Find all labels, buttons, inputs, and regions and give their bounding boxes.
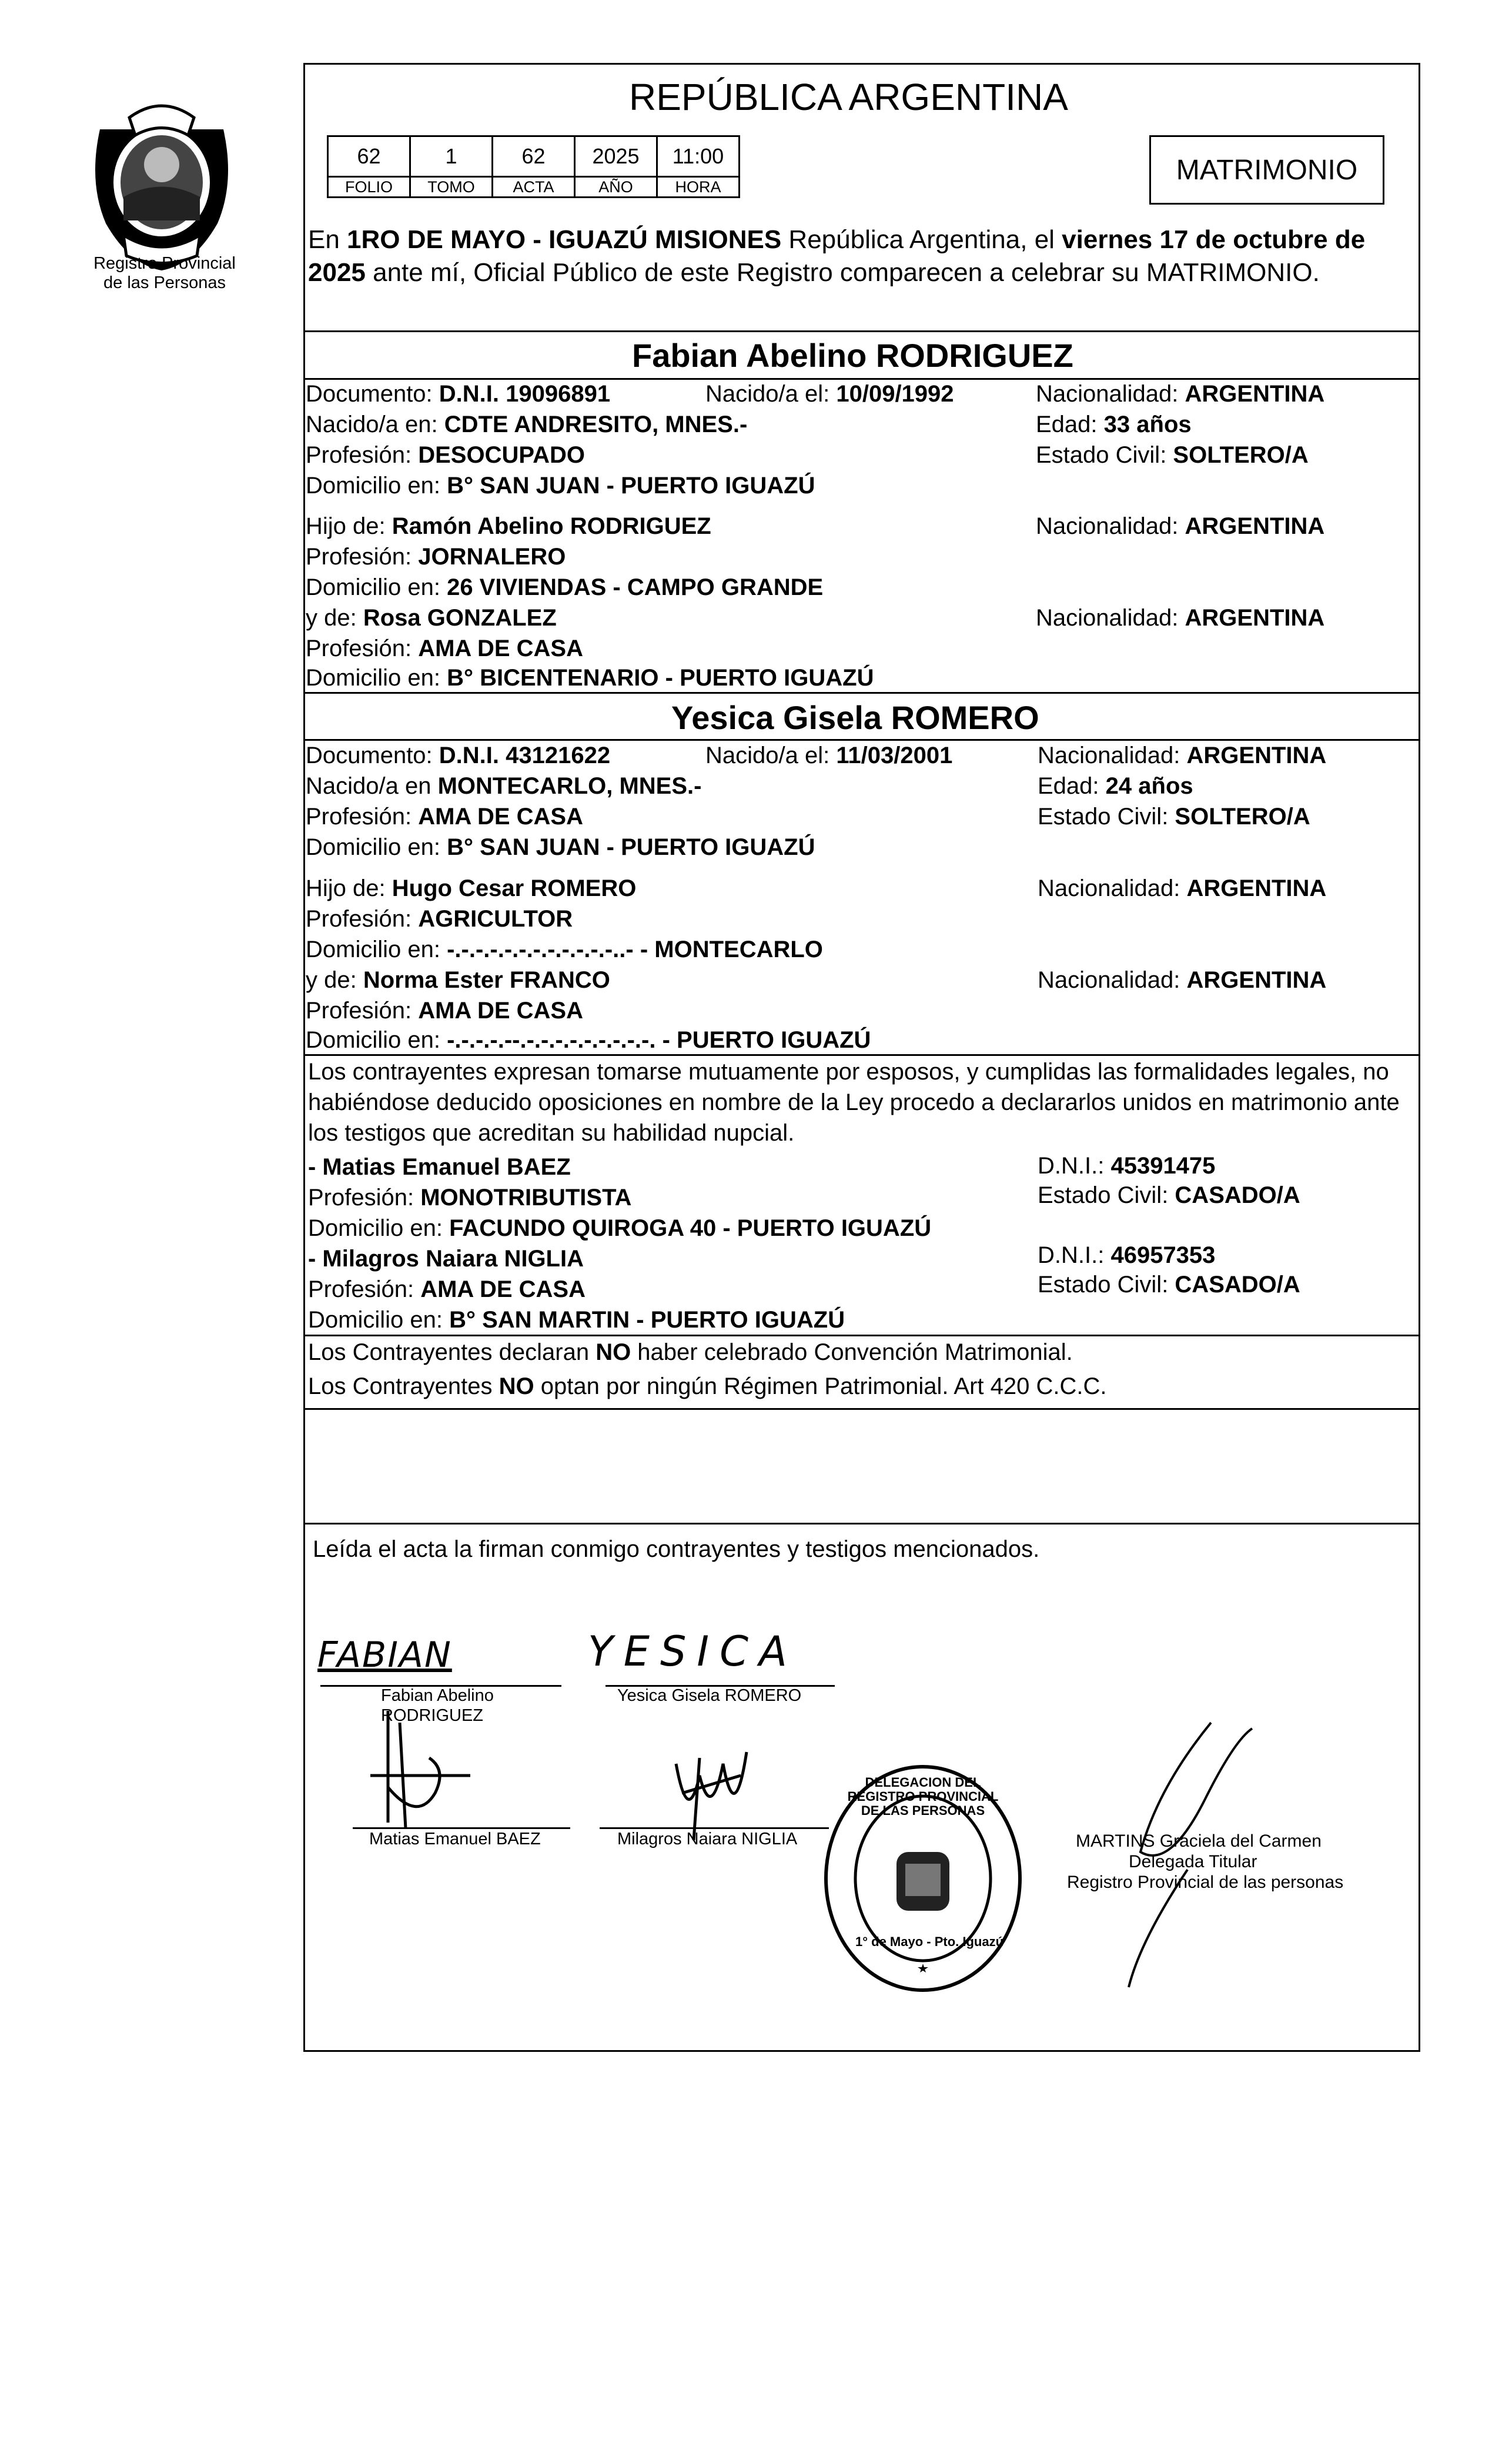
label: Profesión: <box>306 544 419 570</box>
spouse2-profession <box>306 802 583 832</box>
label: Hijo de: <box>306 513 392 539</box>
value: AMA DE CASA <box>418 998 583 1024</box>
stamp-ring-text-top: DELEGACION DEL REGISTRO PROVINCIAL DE LAS PERSONAS <box>847 1775 999 1818</box>
value: MONOTRIBUTISTA <box>420 1185 632 1211</box>
label: Domicilio en: <box>306 834 447 860</box>
text: optan por ningún Régimen Patrimonial. Art 420 C.C.C. <box>534 1373 1107 1399</box>
hora-value: 11:00 <box>657 136 740 177</box>
spouse2-father-nationality <box>1038 874 1326 904</box>
signature-name-3: Matias Emanuel BAEZ <box>369 1830 541 1848</box>
witness1-dni <box>1038 1151 1215 1181</box>
doc-type-label: MATRIMONIO <box>1176 154 1358 186</box>
anio-label: AÑO <box>575 177 657 198</box>
logo-caption-line1: Registro Provincial <box>93 254 236 273</box>
label: y de: <box>306 967 363 993</box>
label: Nacido/a el: <box>705 381 837 407</box>
convention-line1 <box>308 1338 1073 1368</box>
declaration-line2: habiéndose deducido oposiciones en nombre de la Ley procedo a declararlos unidos en matrimonio ante <box>308 1089 1400 1115</box>
official-title: Delegada Titular <box>1129 1852 1257 1871</box>
value: ARGENTINA <box>1186 967 1327 993</box>
label: Profesión: <box>306 998 419 1024</box>
label: Estado Civil: <box>1038 804 1175 830</box>
intro-place: 1RO DE MAYO - IGUAZÚ MISIONES <box>347 225 782 254</box>
witness1-civil-status <box>1038 1181 1300 1211</box>
official-name-text: MARTINS Graciela del Carmen <box>1076 1831 1322 1851</box>
label: Nacionalidad: <box>1038 875 1187 901</box>
witness2-civil-status <box>1038 1270 1300 1300</box>
text: Los Contrayentes <box>308 1373 499 1399</box>
folio-label: FOLIO <box>328 177 410 198</box>
value: AMA DE CASA <box>418 636 583 661</box>
label: Profesión: <box>306 442 419 468</box>
divider-blank <box>303 1408 1420 1410</box>
value: B° BICENTENARIO - PUERTO IGUAZÚ <box>447 665 874 691</box>
signature-name-2: Yesica Gisela ROMERO <box>617 1686 802 1705</box>
anio-value: 2025 <box>575 136 657 177</box>
declaration-line1: Los contrayentes expresan tomarse mutuamente por esposos, y cumplidas las formalidades legales, no <box>308 1059 1389 1085</box>
misiones-coat-of-arms-icon <box>82 94 241 270</box>
logo-caption-line2: de las Personas <box>103 273 226 292</box>
label: Edad: <box>1038 773 1106 799</box>
label: Domicilio en: <box>308 1215 450 1241</box>
spouse2-mother <box>306 965 610 995</box>
spouse2-birthplace <box>306 771 701 801</box>
label: Estado Civil: <box>1038 1182 1175 1208</box>
divider-header <box>303 330 1420 332</box>
convention-line2 <box>308 1372 1107 1402</box>
label: Nacionalidad: <box>1038 967 1187 993</box>
value: B° SAN MARTIN - PUERTO IGUAZÚ <box>449 1307 845 1333</box>
value: SOLTERO/A <box>1175 804 1310 830</box>
value: ARGENTINA <box>1186 743 1327 768</box>
intro-year: 2025 <box>308 258 366 287</box>
divider-closing <box>303 1523 1420 1524</box>
witness2-dni <box>1038 1241 1215 1271</box>
value: Norma Ester FRANCO <box>363 967 610 993</box>
spouse1-profession <box>306 440 585 470</box>
value: CASADO/A <box>1175 1272 1300 1298</box>
page-title: REPÚBLICA ARGENTINA <box>629 76 1068 118</box>
text-bold: NO <box>596 1339 631 1365</box>
spouse1-father-profession <box>306 542 566 572</box>
label: Documento: <box>306 381 439 407</box>
official-name <box>1076 1831 1322 1851</box>
value: AMA DE CASA <box>418 804 583 830</box>
label: Nacionalidad: <box>1038 743 1187 768</box>
doc-type-box <box>1149 135 1384 205</box>
value: SOLTERO/A <box>1173 442 1309 468</box>
spouse2-mother-profession <box>306 996 583 1026</box>
spouse2-father-address <box>306 935 823 965</box>
value: ARGENTINA <box>1185 605 1325 631</box>
signature-line-3 <box>353 1827 570 1829</box>
closing-text: Leída el acta la firman conmigo contrayentes y testigos mencionados. <box>313 1536 1040 1562</box>
label: Profesión: <box>308 1276 421 1302</box>
spouse2-father-profession <box>306 904 573 934</box>
value: JORNALERO <box>418 544 566 570</box>
value: Hugo Cesar ROMERO <box>392 875 637 901</box>
spouse1-address <box>306 471 815 501</box>
witness2-name: - Milagros Naiara NIGLIA <box>308 1246 584 1272</box>
value: Ramón Abelino RODRIGUEZ <box>392 513 711 539</box>
value: B° SAN JUAN - PUERTO IGUAZÚ <box>447 834 815 860</box>
value: 26 VIVIENDAS - CAMPO GRANDE <box>447 574 824 600</box>
intro-text: ante mí, Oficial Público de este Registro comparecen a celebrar su MATRIMONIO. <box>365 258 1320 287</box>
spouse1-age <box>1036 410 1192 440</box>
value: Rosa GONZALEZ <box>363 605 557 631</box>
value: -.-.-.-.-.-.-.-.-.-.-.-..- - MONTECARLO <box>447 937 823 962</box>
spouse1-name: Fabian Abelino RODRIGUEZ <box>632 337 1073 374</box>
spouse2-documento <box>306 741 610 771</box>
label: Nacionalidad: <box>1036 605 1185 631</box>
registry-table <box>327 135 740 198</box>
value: 45391475 <box>1110 1153 1216 1179</box>
value: ARGENTINA <box>1185 513 1325 539</box>
folio-value: 62 <box>328 136 410 177</box>
value: 33 años <box>1103 412 1192 437</box>
value: B° SAN JUAN - PUERTO IGUAZÚ <box>447 473 815 499</box>
signature-line-4 <box>600 1827 829 1829</box>
spouse2-name: Yesica Gisela ROMERO <box>671 699 1039 736</box>
witness1-name: - Matias Emanuel BAEZ <box>308 1154 571 1180</box>
intro-line1 <box>308 223 1365 256</box>
spouse1-birthplace <box>306 410 747 440</box>
label: D.N.I.: <box>1038 1153 1111 1179</box>
witness2-profession <box>308 1275 586 1305</box>
value: D.N.I. 19096891 <box>439 381 611 407</box>
witness1-profession <box>308 1183 631 1213</box>
tomo-value: 1 <box>410 136 493 177</box>
signature-fabian: FABIAN <box>317 1634 452 1676</box>
stamp-ring-text-bottom: 1° de Mayo - Pto. Iguazú <box>855 1934 1004 1949</box>
spouse2-father <box>306 874 636 904</box>
value: 24 años <box>1105 773 1193 799</box>
label: Nacido/a en: <box>306 412 444 437</box>
spouse2-address <box>306 833 815 862</box>
label: y de: <box>306 605 363 631</box>
spouse1-father <box>306 511 711 541</box>
spouse1-civil-status <box>1036 440 1309 470</box>
label: Nacido/a el: <box>705 743 837 768</box>
logo-caption <box>76 254 253 293</box>
label: Profesión: <box>306 804 419 830</box>
value: ARGENTINA <box>1186 875 1327 901</box>
spouse1-birthdate <box>705 379 954 409</box>
intro-line2 <box>308 256 1320 289</box>
spouse1-nationality <box>1036 379 1324 409</box>
label: Nacionalidad: <box>1036 513 1185 539</box>
value: 11/03/2001 <box>836 743 953 768</box>
signature-yesica: YESICA <box>588 1627 798 1676</box>
witness1-address <box>308 1213 931 1243</box>
spouse1-documento <box>306 379 610 409</box>
text: haber celebrado Convención Matrimonial. <box>631 1339 1073 1365</box>
value: CASADO/A <box>1175 1182 1300 1208</box>
declaration-line3: los testigos que acreditan su habilidad nupcial. <box>308 1120 795 1146</box>
spouse1-mother <box>306 603 557 633</box>
signature-name-1b: RODRIGUEZ <box>381 1706 483 1725</box>
text-bold: NO <box>499 1373 534 1399</box>
official-office: Registro Provincial de las personas <box>1067 1873 1344 1892</box>
spouse2-nationality <box>1038 741 1326 771</box>
acta-label: ACTA <box>493 177 575 198</box>
label: Domicilio en: <box>306 1027 447 1053</box>
label: Domicilio en: <box>308 1307 450 1333</box>
text: Los Contrayentes declaran <box>308 1339 596 1365</box>
left-border-extension <box>303 63 305 1062</box>
value: 10/09/1992 <box>836 381 954 407</box>
label: Edad: <box>1036 412 1104 437</box>
signature-name-1a: Fabian Abelino <box>381 1686 494 1705</box>
tomo-label: TOMO <box>410 177 493 198</box>
value: D.N.I. 43121622 <box>439 743 611 768</box>
label: Profesión: <box>308 1185 421 1211</box>
label: Documento: <box>306 743 439 768</box>
acta-value: 62 <box>493 136 575 177</box>
spouse2-mother-address <box>306 1025 871 1055</box>
label: Hijo de: <box>306 875 392 901</box>
value: DESOCUPADO <box>418 442 585 468</box>
label: Domicilio en: <box>306 574 447 600</box>
witness2-address <box>308 1305 845 1335</box>
label: Domicilio en: <box>306 665 447 691</box>
intro-date: viernes 17 de octubre de <box>1062 225 1366 254</box>
province-logo <box>82 94 241 270</box>
spouse1-mother-profession <box>306 634 583 664</box>
label: Domicilio en: <box>306 937 447 962</box>
spouse2-civil-status <box>1038 802 1310 832</box>
value: ARGENTINA <box>1185 381 1325 407</box>
spouse1-mother-address <box>306 663 874 693</box>
value: CDTE ANDRESITO, MNES.- <box>444 412 748 437</box>
intro-text: En <box>308 225 347 254</box>
spouse1-father-nationality <box>1036 511 1324 541</box>
label: Estado Civil: <box>1038 1272 1175 1298</box>
label: Profesión: <box>306 906 419 932</box>
label: Nacionalidad: <box>1036 381 1185 407</box>
value: 46957353 <box>1110 1242 1216 1268</box>
label: Domicilio en: <box>306 473 447 499</box>
label: D.N.I.: <box>1038 1242 1111 1268</box>
spouse1-father-address <box>306 573 823 603</box>
label: Estado Civil: <box>1036 442 1173 468</box>
spouse2-birthdate <box>705 741 952 771</box>
spouse2-age <box>1038 771 1193 801</box>
hora-label: HORA <box>657 177 740 198</box>
value: AMA DE CASA <box>420 1276 586 1302</box>
label: Profesión: <box>306 636 419 661</box>
label: Nacido/a en <box>306 773 438 799</box>
signature-name-4: Milagros Naiara NIGLIA <box>617 1830 798 1848</box>
spouse2-mother-nationality <box>1038 965 1326 995</box>
value: AGRICULTOR <box>418 906 573 932</box>
value: FACUNDO QUIROGA 40 - PUERTO IGUAZÚ <box>449 1215 932 1241</box>
intro-text: República Argentina, el <box>781 225 1062 254</box>
spouse1-mother-nationality <box>1036 603 1324 633</box>
value: MONTECARLO, MNES.- <box>437 773 702 799</box>
signature-baez-scribble <box>364 1705 482 1840</box>
value: -.-.-.-.--.-.-.-.-.-.-.-.-.-. - PUERTO IGUAZÚ <box>447 1027 871 1053</box>
